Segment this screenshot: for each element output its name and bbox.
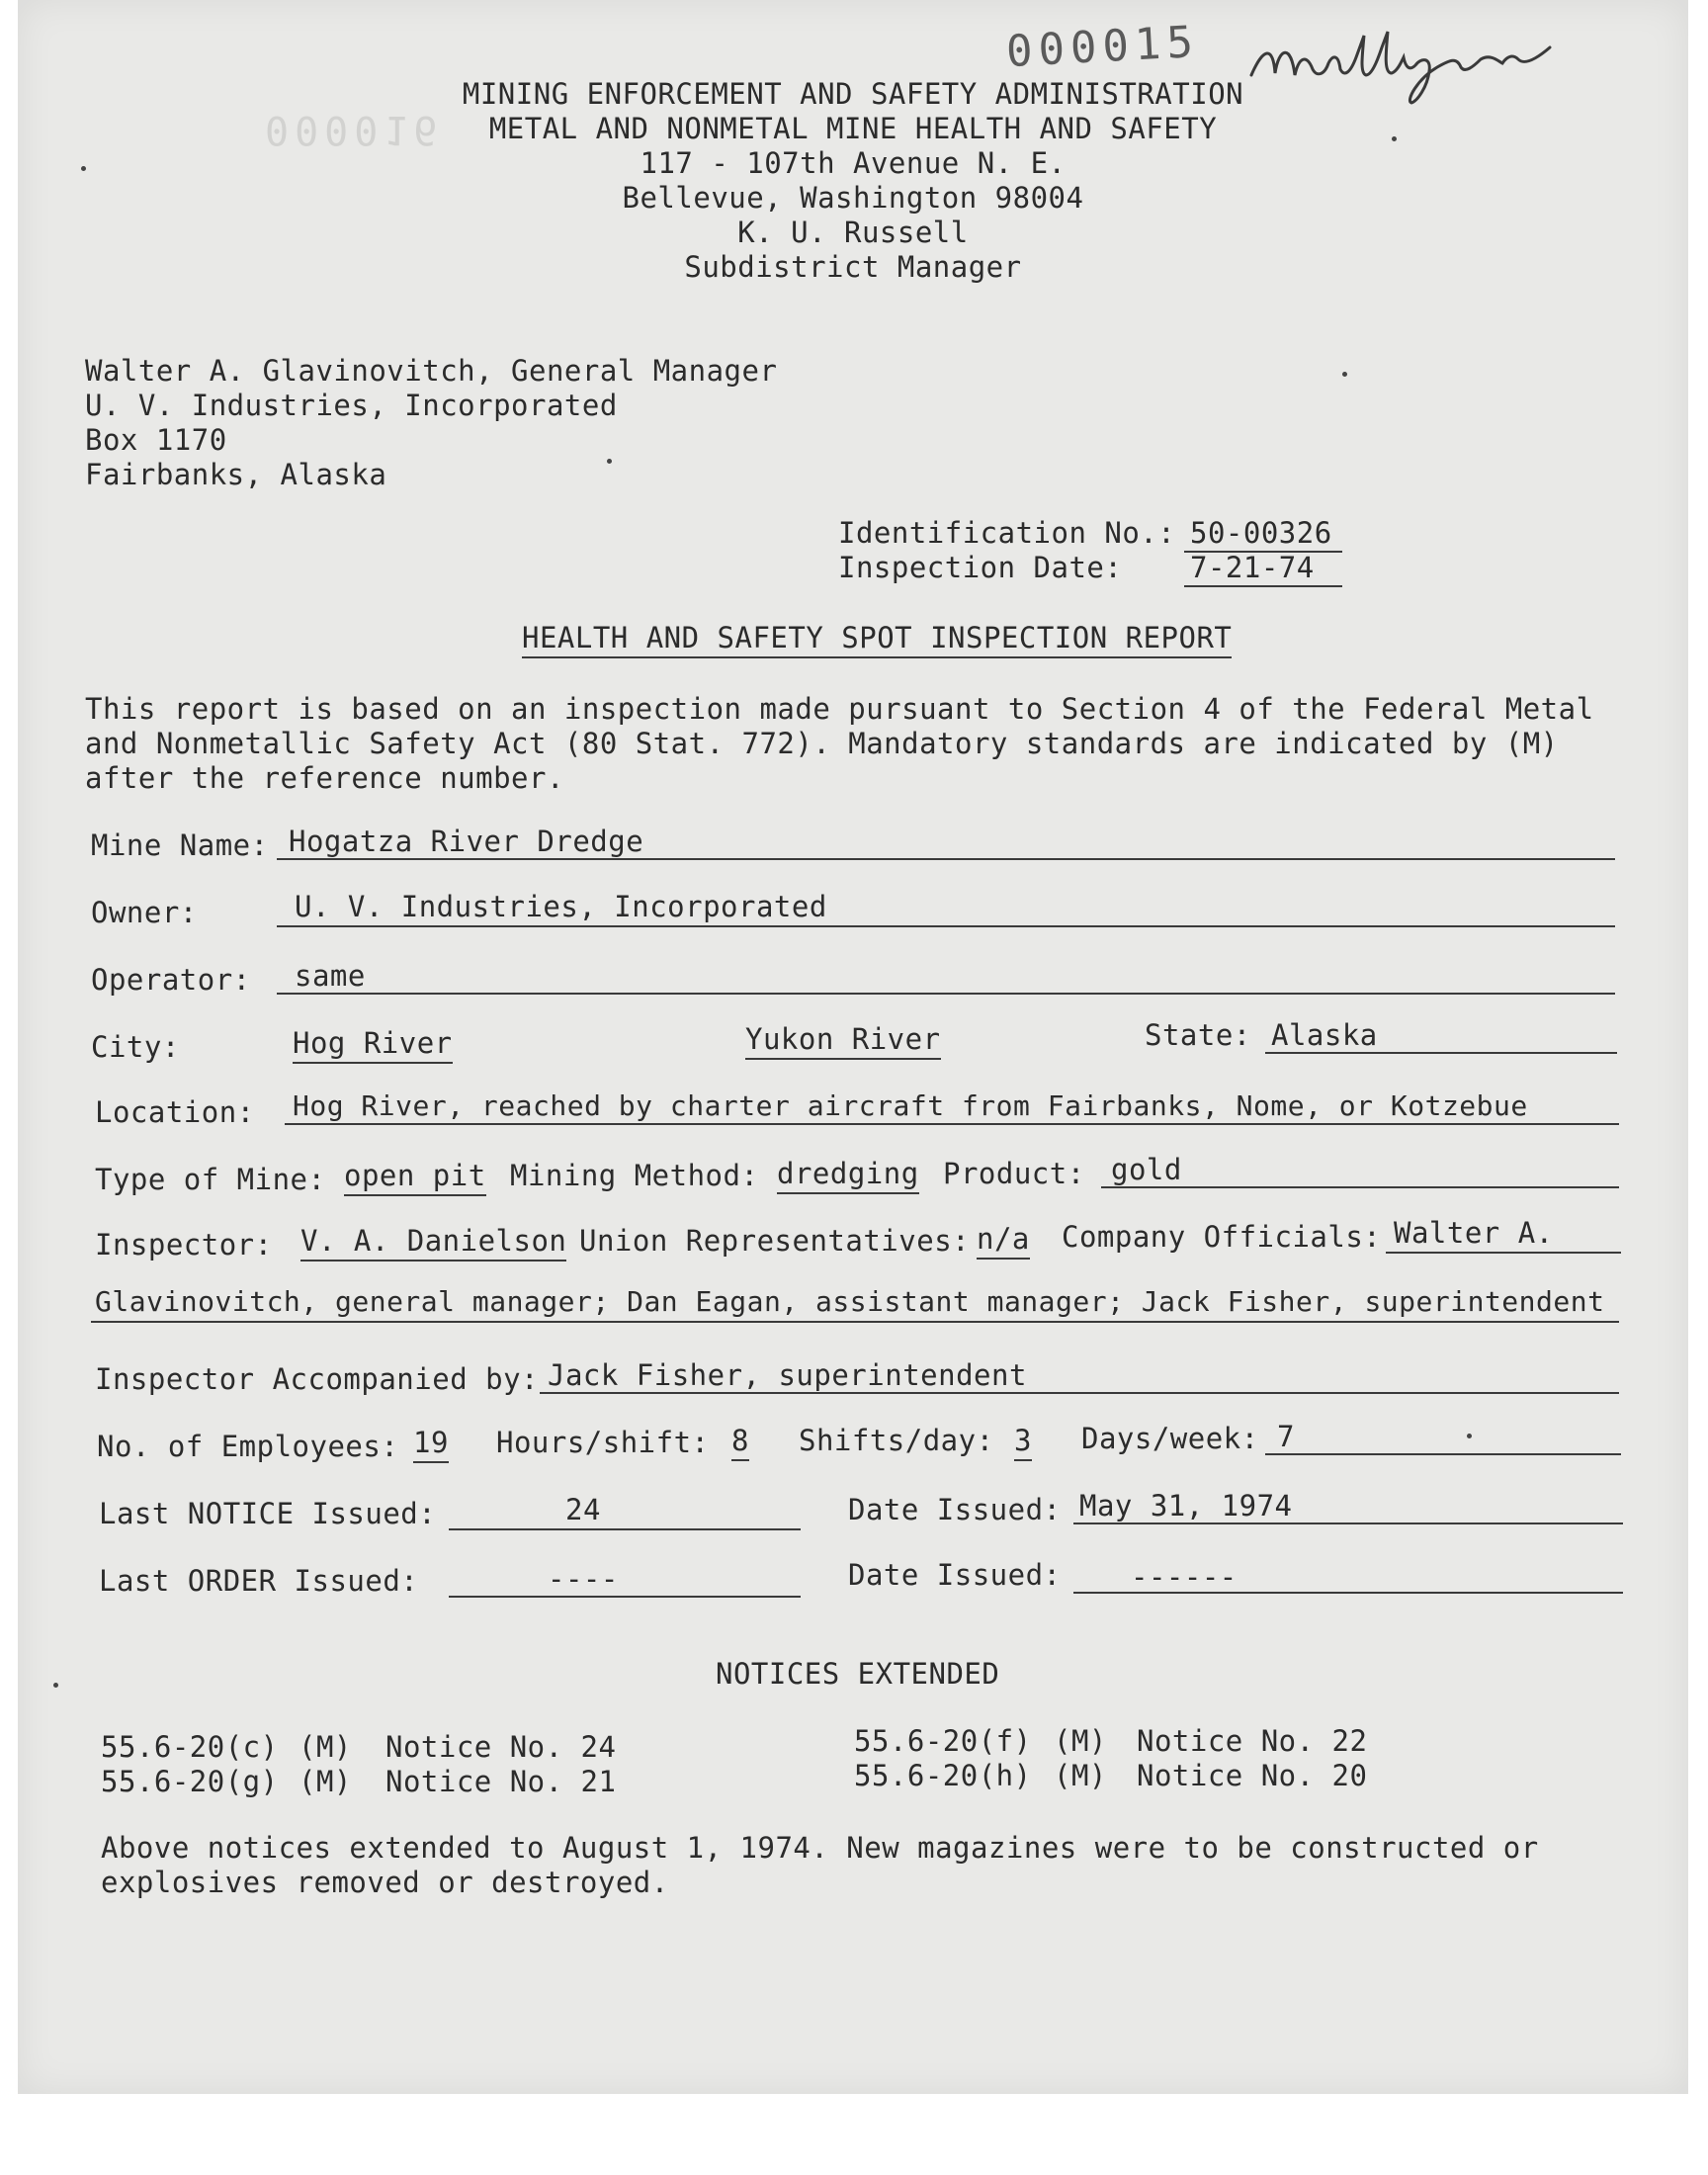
notice-date-value: May 31, 1974 (1079, 1489, 1293, 1522)
closing-line-1: Above notices extended to August 1, 1974. New magazines were to be constructed or (101, 1831, 1539, 1865)
accompanied-value: Jack Fisher, superintendent (548, 1358, 1027, 1392)
header-division: METAL AND NONMETAL MINE HEALTH AND SAFETY (488, 112, 1218, 145)
officials-label: Company Officials: (1062, 1220, 1382, 1254)
officials-value-1: Walter A. (1394, 1216, 1554, 1250)
product-label: Product: (943, 1157, 1085, 1190)
shifts-value: 3 (1014, 1424, 1032, 1461)
officials-line-1 (1386, 1252, 1621, 1254)
document-page (18, 0, 1688, 2094)
accompanied-line (540, 1392, 1619, 1394)
county-value: Yukon River (745, 1022, 941, 1060)
speck (53, 1683, 58, 1688)
mine-name-value: Hogatza River Dredge (289, 825, 644, 858)
recipient-box: Box 1170 (85, 423, 227, 457)
speck (1342, 372, 1347, 377)
hours-label: Hours/shift: (496, 1426, 710, 1459)
union-label: Union Representatives: (579, 1224, 971, 1258)
notice-number: Notice No. 22 (1137, 1724, 1368, 1758)
recipient-company: U. V. Industries, Incorporated (85, 389, 618, 422)
identification-label: Identification No.: (838, 516, 1176, 550)
last-notice-label: Last NOTICE Issued: (99, 1497, 437, 1530)
accompanied-label: Inspector Accompanied by: (95, 1362, 539, 1396)
intro-line-3: after the reference number. (85, 761, 564, 795)
notice-ref: 55.6-20(f) (854, 1724, 1032, 1758)
order-date-value: ------ (1131, 1560, 1238, 1594)
speck (1467, 1434, 1472, 1438)
order-date-line (1073, 1592, 1623, 1594)
location-line (285, 1123, 1619, 1125)
notice-number: Notice No. 24 (385, 1730, 617, 1764)
mining-method-value: dredging (777, 1157, 919, 1194)
notice-ref: 55.6-20(h) (854, 1759, 1032, 1792)
mine-name-line (277, 858, 1615, 860)
ghost-stamp-number: 000016 (265, 107, 444, 152)
last-notice-line (449, 1528, 801, 1530)
notice-date-label: Date Issued: (848, 1493, 1062, 1526)
inspection-date-label: Inspection Date: (838, 551, 1123, 584)
days-label: Days/week: (1081, 1422, 1259, 1455)
header-agency: MINING ENFORCEMENT AND SAFETY ADMINISTRATION (462, 77, 1244, 111)
intro-line-2: and Nonmetallic Safety Act (80 Stat. 772). Mandatory standards are indicated by (M) (85, 727, 1559, 760)
notice-mandatory: (M) (299, 1730, 352, 1764)
city-value: Hog River (293, 1026, 453, 1064)
mine-name-label: Mine Name: (91, 828, 269, 862)
days-value: 7 (1277, 1420, 1295, 1453)
notice-ref: 55.6-20(c) (101, 1730, 279, 1764)
operator-value: same (295, 959, 366, 993)
officials-line-2 (91, 1321, 1619, 1323)
inspector-label: Inspector: (95, 1228, 273, 1262)
employees-label: No. of Employees: (97, 1430, 399, 1463)
shifts-label: Shifts/day: (799, 1424, 994, 1457)
identification-value: 50-00326 (1190, 516, 1332, 550)
header-city: Bellevue, Washington 98004 (622, 181, 1084, 215)
operator-label: Operator: (91, 963, 251, 997)
mine-type-value: open pit (344, 1159, 486, 1196)
notice-date-line (1073, 1522, 1623, 1524)
stamp-number: 000015 (1004, 16, 1201, 78)
operator-line (277, 993, 1615, 995)
state-label: State: (1145, 1018, 1251, 1052)
last-order-line (449, 1596, 801, 1598)
owner-value: U. V. Industries, Incorporated (295, 890, 827, 923)
recipient-city: Fairbanks, Alaska (85, 458, 387, 491)
hours-value: 8 (731, 1424, 749, 1461)
last-order-value: ---- (548, 1562, 619, 1596)
mining-method-label: Mining Method: (510, 1159, 759, 1192)
notices-title: NOTICES EXTENDED (716, 1657, 1000, 1691)
report-title: HEALTH AND SAFETY SPOT INSPECTION REPORT (522, 621, 1232, 658)
last-notice-value: 24 (565, 1493, 601, 1526)
header-manager-name: K. U. Russell (737, 216, 969, 249)
product-value: gold (1111, 1153, 1182, 1186)
notice-number: Notice No. 20 (1137, 1759, 1368, 1792)
city-label: City: (91, 1030, 180, 1064)
state-line (1265, 1052, 1617, 1054)
speck (607, 459, 612, 464)
product-line (1101, 1186, 1619, 1188)
inspector-value: V. A. Danielson (300, 1224, 566, 1262)
days-line (1265, 1453, 1621, 1455)
owner-line (277, 925, 1615, 927)
closing-line-2: explosives removed or destroyed. (101, 1866, 669, 1899)
officials-value-2: Glavinovitch, general manager; Dan Eagan, assistant manager; Jack Fisher, superintendent (95, 1285, 1605, 1318)
owner-label: Owner: (91, 896, 198, 929)
notice-mandatory: (M) (1054, 1759, 1107, 1792)
union-value: n/a (977, 1222, 1030, 1260)
location-value: Hog River, reached by charter aircraft from Fairbanks, Nome, or Kotzebue (293, 1089, 1528, 1122)
header-manager-title: Subdistrict Manager (684, 250, 1022, 284)
location-label: Location: (95, 1095, 255, 1129)
notice-number: Notice No. 21 (385, 1765, 617, 1798)
header-street: 117 - 107th Avenue N. E. (640, 146, 1067, 180)
order-date-label: Date Issued: (848, 1558, 1062, 1592)
notice-mandatory: (M) (1054, 1724, 1107, 1758)
last-order-label: Last ORDER Issued: (99, 1564, 419, 1598)
mine-type-label: Type of Mine: (95, 1163, 326, 1196)
state-value: Alaska (1271, 1018, 1378, 1052)
employees-value: 19 (413, 1426, 449, 1463)
inspection-date-value: 7-21-74 (1190, 551, 1315, 584)
intro-line-1: This report is based on an inspection made pursuant to Section 4 of the Federal Metal (85, 692, 1594, 726)
inspection-date-underline (1184, 585, 1342, 587)
notice-ref: 55.6-20(g) (101, 1765, 279, 1798)
notice-mandatory: (M) (299, 1765, 352, 1798)
recipient-name: Walter A. Glavinovitch, General Manager (85, 354, 778, 388)
